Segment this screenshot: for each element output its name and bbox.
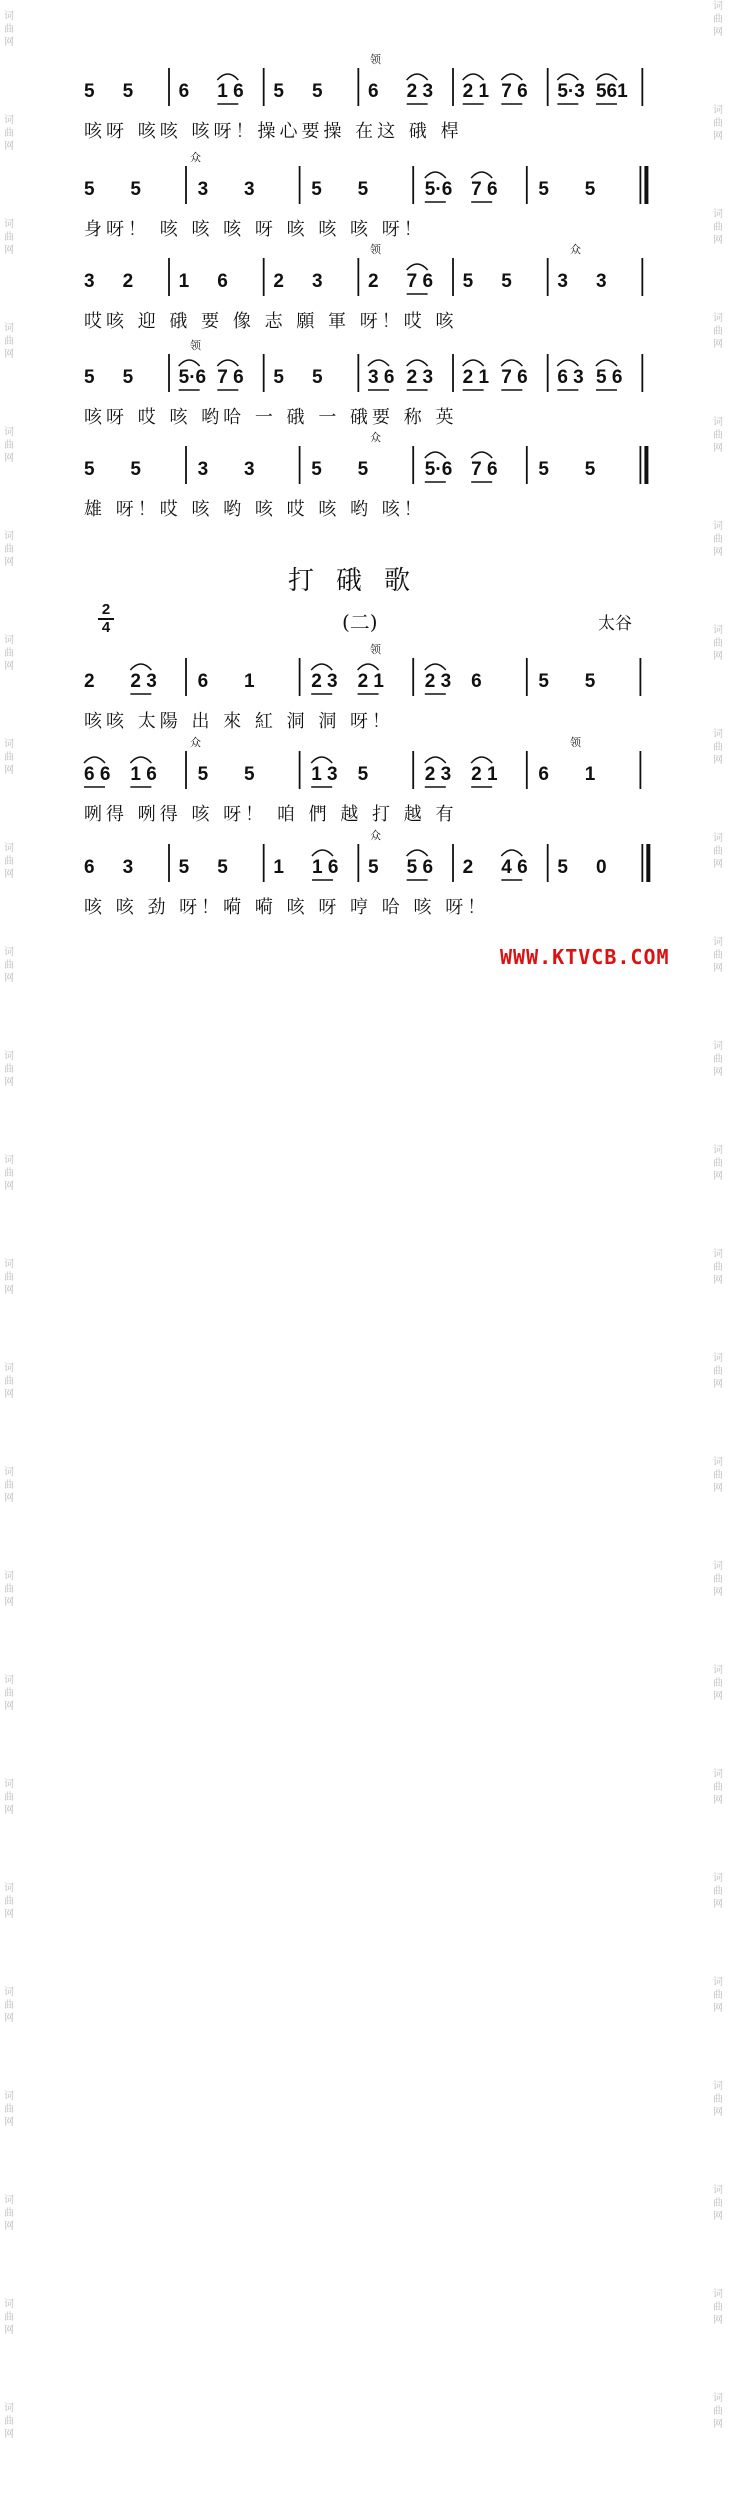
s1-slur [471,452,492,458]
s1-note: 5 6 [595,367,623,388]
s1-note: 3 [595,271,607,292]
s1-note: 2 1 [462,367,490,388]
s1-note: 2 [122,271,134,292]
s1-role-label: 领 [370,53,381,66]
s2-lyric-line: 咧得 咧得 咳 呀！ 咱 們 越 打 越 有 [84,804,458,825]
s2-note: 5 6 [406,857,434,878]
s1-slur [557,74,578,80]
s1-slur [596,360,617,366]
s1-note: 5 [584,459,596,480]
s1-lyric-line: 哎咳 迎 硪 要 像 志 願 軍 呀！哎 咳 [84,311,458,332]
s1-note: 7 6 [471,179,498,200]
s1-note: 5 [311,179,322,200]
s1-note: 5 [311,367,323,388]
s2-note: 2 3 [424,671,452,692]
s1-note: 3 [311,271,323,292]
s1-note: 3 [84,271,95,292]
s2-role-label: 众 [190,736,201,749]
s2-slur [471,757,492,763]
s2-note: 5 [368,857,379,878]
s2-slur [311,757,332,763]
s1-note: 7 6 [471,459,498,480]
s1-note: 5·6 [424,179,453,200]
s2-note: 1 6 [311,857,339,878]
s1-note: 2 [368,271,379,292]
s1-note: 3 [197,179,209,200]
s1-note: 7 6 [406,271,434,292]
s1-slur [407,264,428,270]
s1-role-label: 领 [370,243,381,256]
s2-note: 5 [243,764,255,785]
s1-note: 5·6 [424,459,453,480]
s2-slur [312,850,333,856]
s2-note: 1 3 [311,764,338,785]
s1-note: 3 [243,179,255,200]
s1-note: 3 6 [368,367,395,388]
s2-lyric-line: 咳 咳 劲 呀！嗬 嗬 咳 呀 哼 哈 咳 呀！ [84,897,490,918]
s2-slur [425,664,446,670]
s1-note: 7 6 [501,81,528,102]
s1-slur [501,360,522,366]
s2-slur [358,664,379,670]
s1-note: 5 [84,459,95,480]
s2-note: 6 [197,671,209,692]
s1-note: 3 [557,271,568,292]
s1-note: 5 [311,459,322,480]
s2-note: 5 [538,671,549,692]
s1-note: 5 [273,367,284,388]
s1-note: 5 [311,81,323,102]
s1-note: 5 [584,179,596,200]
s2-note: 2 3 [130,671,157,692]
s1-note: 5 [273,81,284,102]
s2-note: 0 [595,857,607,878]
s1-slur [407,74,428,80]
s2-note: 4 6 [501,857,528,878]
s2-note: 5 [217,857,228,878]
time-signature-top: 2 [101,601,111,618]
s2-note: 5 [557,857,568,878]
s1-slur [425,172,446,178]
s1-note: 3 [243,459,255,480]
s2-note: 2 [84,671,95,692]
s1-note: 5 [84,81,95,102]
s2-note: 1 [243,671,255,692]
s2-note: 1 6 [130,764,157,785]
s1-final-barline [644,446,648,484]
s1-role-label: 众 [570,243,581,256]
s2-note: 6 [538,764,549,785]
s1-final-barline [644,166,648,204]
s1-note: 1 [178,271,190,292]
s1-slur [557,360,578,366]
s1-slur [217,360,238,366]
s1-note: 5 [130,179,141,200]
s2-note: 1 [273,857,284,878]
s1-note: 5 [84,179,95,200]
s1-note: 5 [462,271,474,292]
s1-note: 3 [197,459,209,480]
s2-note: 5 [178,857,190,878]
s1-slur [425,452,446,458]
notation-marks [0,0,730,994]
s2-note: 5 [584,671,596,692]
s1-note: 6 3 [557,367,584,388]
right-watermark: 词 曲 网 词 曲 网 词 曲 网 词 曲 网 词 曲 网 词 曲 网 词 曲 网 词 曲 网 词 曲 网 词 曲 网 词 曲 网 词 曲 网 词 曲 网 词 曲 网 词 曲 网 词 曲 网 词 曲 网 词 曲 网 词 曲 网 词 曲 网 词 曲 网 词 曲 网 词 曲 网 词 曲 网 [713,1,723,2430]
s1-slur [471,172,492,178]
s1-lyric-line: 咳呀 咳咳 咳呀！操心要操 在这 硪 桿 [84,121,463,142]
s1-lyric-line: 雄 呀！哎 咳 哟 咳 哎 咳 哟 咳！ [84,499,426,520]
s1-role-label: 领 [190,339,201,352]
s1-note: 5 [357,459,369,480]
s2-note: 3 [122,857,134,878]
s1-note: 5 [122,367,134,388]
s2-note: 6 6 [84,764,111,785]
s1-note: 5 [84,367,95,388]
s1-note: 2 1 [462,81,490,102]
s1-slur [217,74,238,80]
s1-slur [463,74,484,80]
song-subtitle: (二) [342,610,378,634]
s1-note: 1 6 [217,81,244,102]
s1-note: 5 [122,81,134,102]
s2-note: 2 3 [424,764,452,785]
s1-slur [463,360,484,366]
s1-note: 6 [217,271,228,292]
s1-note: 5·3 [557,81,585,102]
s1-note: 7 6 [217,367,244,388]
s2-slur [501,850,522,856]
s2-note: 2 [462,857,474,878]
time-signature-bottom: 4 [101,619,111,636]
s1-slur [179,360,200,366]
s1-lyric-line: 身呀！ 咳 咳 咳 呀 咳 咳 咳 呀！ [84,219,426,240]
s1-slur [407,360,428,366]
s2-note: 1 [584,764,596,785]
s1-note: 5 [538,459,549,480]
s1-note: 6 [178,81,190,102]
s1-slur [501,74,522,80]
s1-note: 6 [368,81,379,102]
s2-slur [425,757,446,763]
s1-note: 5 [538,179,549,200]
s2-lyric-line: 咳咳 太陽 出 來 紅 洞 洞 呀！ [84,711,395,732]
s1-note: 561 [595,81,628,102]
s1-note: 5 [357,179,369,200]
s1-note: 5·6 [178,367,207,388]
s2-note: 2 1 [471,764,498,785]
s2-note: 5 [357,764,369,785]
s2-slur [130,757,151,763]
s2-slur [130,664,151,670]
s2-slur [84,757,105,763]
s1-note: 5 [501,271,512,292]
s2-note: 6 [84,857,95,878]
s2-role-label: 领 [570,736,581,749]
s1-note: 2 3 [406,367,434,388]
s1-note: 7 6 [501,367,528,388]
s1-note: 5 [130,459,141,480]
s2-slur [311,664,332,670]
left-watermark: 词 曲 网 词 曲 网 词 曲 网 词 曲 网 词 曲 网 词 曲 网 词 曲 网 词 曲 网 词 曲 网 词 曲 网 词 曲 网 词 曲 网 词 曲 网 词 曲 网 词 曲 网 词 曲 网 词 曲 网 词 曲 网 词 曲 网 词 曲 网 词 曲 网 词 曲 网 词 曲 网 词 曲 网 [4,11,14,2440]
s1-note: 2 3 [406,81,434,102]
s1-role-label: 众 [370,431,381,444]
s2-slur [407,850,428,856]
s1-slur [368,360,389,366]
s2-note: 2 3 [311,671,338,692]
s1-role-label: 众 [190,151,201,164]
s1-slur [596,74,617,80]
s1-lyric-line: 咳呀 哎 咳 哟哈 一 硪 一 硪要 称 英 [84,407,458,428]
s2-note: 2 1 [357,671,384,692]
footer-site-text: WWW.KTVCB.COM [500,945,670,969]
song-title: 打硪歌 [288,566,433,596]
s2-final-barline [646,844,650,882]
s2-note: 5 [197,764,209,785]
s2-role-label: 众 [370,829,381,842]
song-author: 太谷 [598,614,632,634]
s1-note: 2 [273,271,284,292]
s2-role-label: 领 [370,643,381,656]
s2-note: 6 [471,671,482,692]
